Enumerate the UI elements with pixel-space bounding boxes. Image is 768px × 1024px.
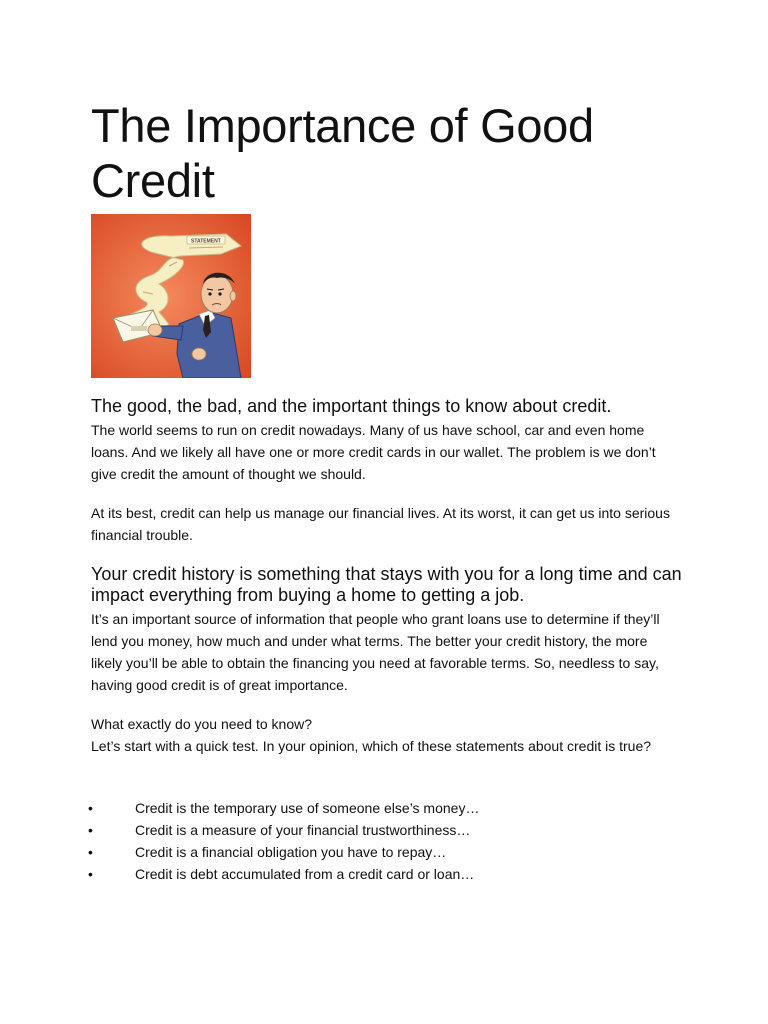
paragraph: It’s an important source of information that people who grant loans use to determine if they’ll lend you money, how much and under what terms. The better your credit history, the more likely you’ll be able to obtain the financing you need at favorable terms. So, needless to say, having good credit is of great importance.: [91, 611, 660, 693]
quiz-intro: Let’s start with a quick test. In your opinion, which of these statements about credit is true?: [91, 738, 652, 754]
bullet-icon: •: [88, 866, 93, 882]
bullet-icon: •: [88, 800, 93, 816]
man-with-statement-illustration: [91, 214, 251, 378]
statement-text: Credit is the temporary use of someone else’s money…: [135, 800, 480, 816]
paragraph: The world seems to run on credit nowadays. Many of us have school, car and even home loans. And we likely all have one or more credit cards in our wallet. The problem is we don’t give credit the amount of thought we should.: [91, 422, 656, 482]
list-item: [88, 863, 681, 885]
quiz-statements-list: [88, 797, 681, 885]
quiz-question: What exactly do you need to know?: [91, 716, 313, 732]
section-heading: Your credit history is something that stays with you for a long time and can impact everything from buying a home to getting a job.: [91, 564, 682, 605]
paragraph: At its best, credit can help us manage our financial lives. At its worst, it can get us into serious financial trouble.: [91, 505, 670, 543]
list-item: [88, 797, 681, 819]
bullet-icon: •: [88, 822, 93, 838]
list-item: [88, 841, 681, 863]
section-heading: The good, the bad, and the important things to know about credit.: [91, 396, 612, 416]
list-item: [88, 819, 681, 841]
svg-text:STATEMENT: STATEMENT: [191, 238, 221, 245]
page-title: The Importance of Good Credit: [91, 99, 594, 207]
bullet-icon: •: [88, 844, 93, 860]
statement-text: Credit is a measure of your financial trustworthiness…: [135, 822, 471, 838]
statement-clipart-icon: [91, 214, 251, 378]
statement-text: Credit is debt accumulated from a credit card or loan…: [135, 866, 475, 882]
statement-text: Credit is a financial obligation you have to repay…: [135, 844, 447, 860]
